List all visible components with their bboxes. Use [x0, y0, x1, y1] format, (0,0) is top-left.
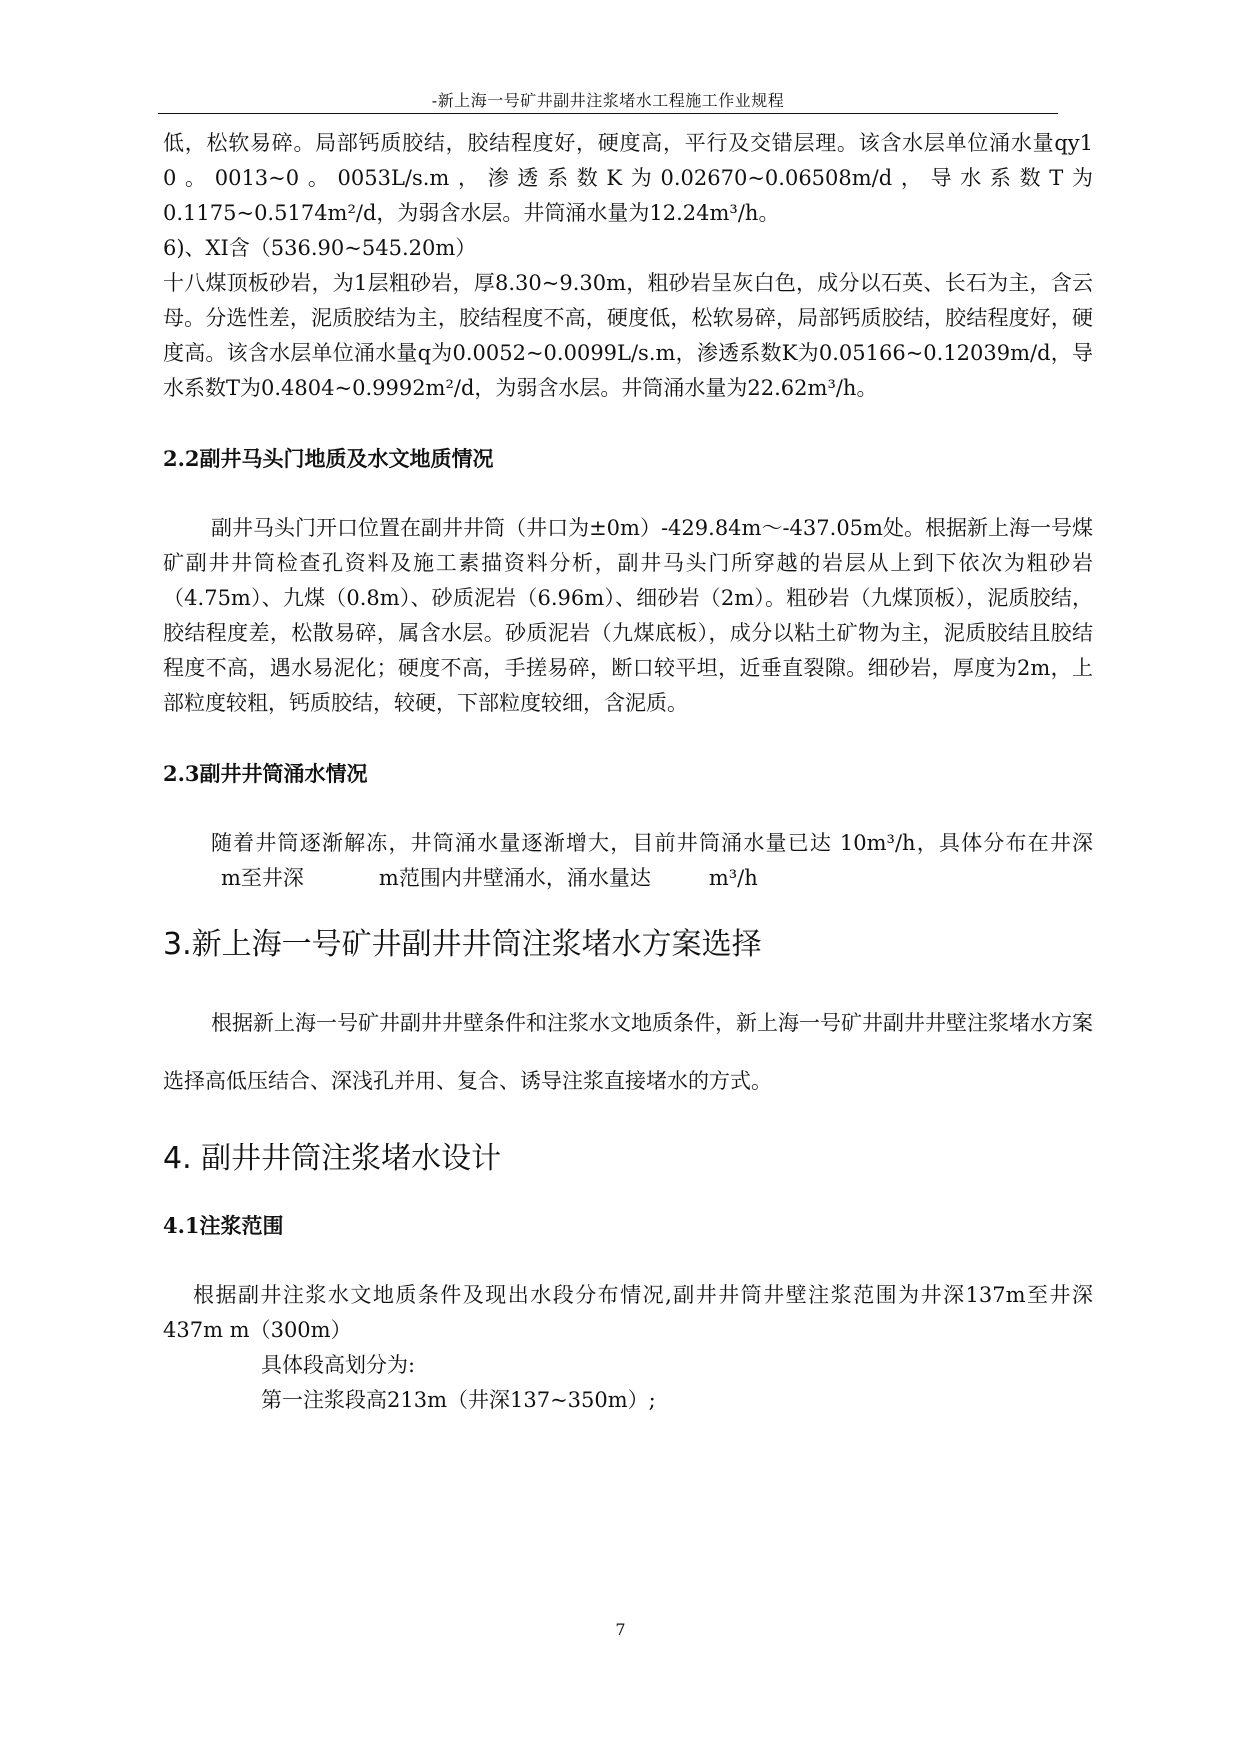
continued-paragraph: 低，松软易碎。局部钙质胶结，胶结程度好，硬度高，平行及交错层理。该含水层单位涌水量qy1 0。0013~0。0053L/s.m，渗透系数K为0.02670~0.06508m/d，导水系数T为0.1175~0.5174m²/d，为弱含水层。井筒涌水量为12.24m³/h。 [163, 131, 1093, 225]
page-number: 7 [615, 1620, 626, 1639]
section-2-2-paragraph: 副井马头门开口位置在副井井筒（井口为±0m）-429.84m～-437.05m处。根据新上海一号煤矿副井井筒检查孔资料及施工素描资料分析，副井马头门所穿越的岩层从上到下依次为粗砂岩（4.75m）、九煤（0.8m）、砂质泥岩（6.96m）、细砂岩（2m）。粗砂岩（九煤顶板），泥质胶结，胶结程度差，松散易碎，属含水层。砂质泥岩（九煤底板），成分以粘土矿物为主，泥质胶结且胶结程度不高，遇水易泥化；硬度不高，手搓易碎，断口较平坦，近垂直裂隙。细砂岩，厚度为2m，上部粒度较粗，钙质胶结，较硬，下部粒度较细，含泥质。 [163, 516, 1093, 715]
section-3-paragraph: 根据新上海一号矿井副井井壁条件和注浆水文地质条件，新上海一号矿井副井井壁注浆堵水方案选择高低压结合、深浅孔并用、复合、诱导注浆直接堵水的方式。 [163, 1011, 1093, 1093]
section-4-heading: 4. 副井井筒注浆堵水设计 [163, 1141, 502, 1176]
section-2-3-heading: 2.3副井井筒涌水情况 [163, 761, 368, 786]
header-rule [158, 113, 1058, 114]
inflow-text-b: m至井深 [221, 866, 304, 890]
section-2-3-paragraph [163, 826, 1093, 896]
item-6-title: 6)、XI含（536.90~545.20m） [163, 236, 477, 260]
segment-division-intro: 具体段高划分为: [261, 1353, 416, 1377]
section-4-1-heading: 4.1注浆范围 [163, 1213, 284, 1238]
section-3-heading: 3.新上海一号矿井副井井筒注浆堵水方案选择 [163, 927, 762, 962]
page-body [163, 126, 1093, 1418]
item-6-paragraph: 十八煤顶板砂岩，为1层粗砂岩，厚8.30~9.30m，粗砂岩呈灰白色，成分以石英、长石为主，含云母。分选性差，泥质胶结为主，胶结程度不高，硬度低，松软易碎，局部钙质胶结，胶结程度好，硬度高。该含水层单位涌水量q为0.0052~0.0099L/s.m，渗透系数K为0.05166~0.12039m/d，导水系数T为0.4804~0.9992m²/d，为弱含水层。井筒涌水量为22.62m³/h。 [163, 271, 1093, 400]
inflow-text-d: m³/h [708, 866, 758, 890]
section-4-1-paragraph: 根据副井注浆水文地质条件及现出水段分布情况,副井井筒井壁注浆范围为井深137m至井深437m m（300m） [163, 1283, 1093, 1342]
segment-one-line: 第一注浆段高213m（井深137~350m）; [261, 1388, 656, 1412]
running-header: -新上海一号矿井副井注浆堵水工程施工作业规程 [431, 91, 785, 110]
inflow-text-a: 随着井筒逐渐解冻，井筒涌水量逐渐增大，目前井筒涌水量已达 10m³/h，具体分布在井深 [211, 831, 1093, 855]
inflow-text-c: m范围内井壁涌水，涌水量达 [378, 866, 651, 890]
section-2-2-heading: 2.2副井马头门地质及水文地质情况 [163, 446, 494, 471]
